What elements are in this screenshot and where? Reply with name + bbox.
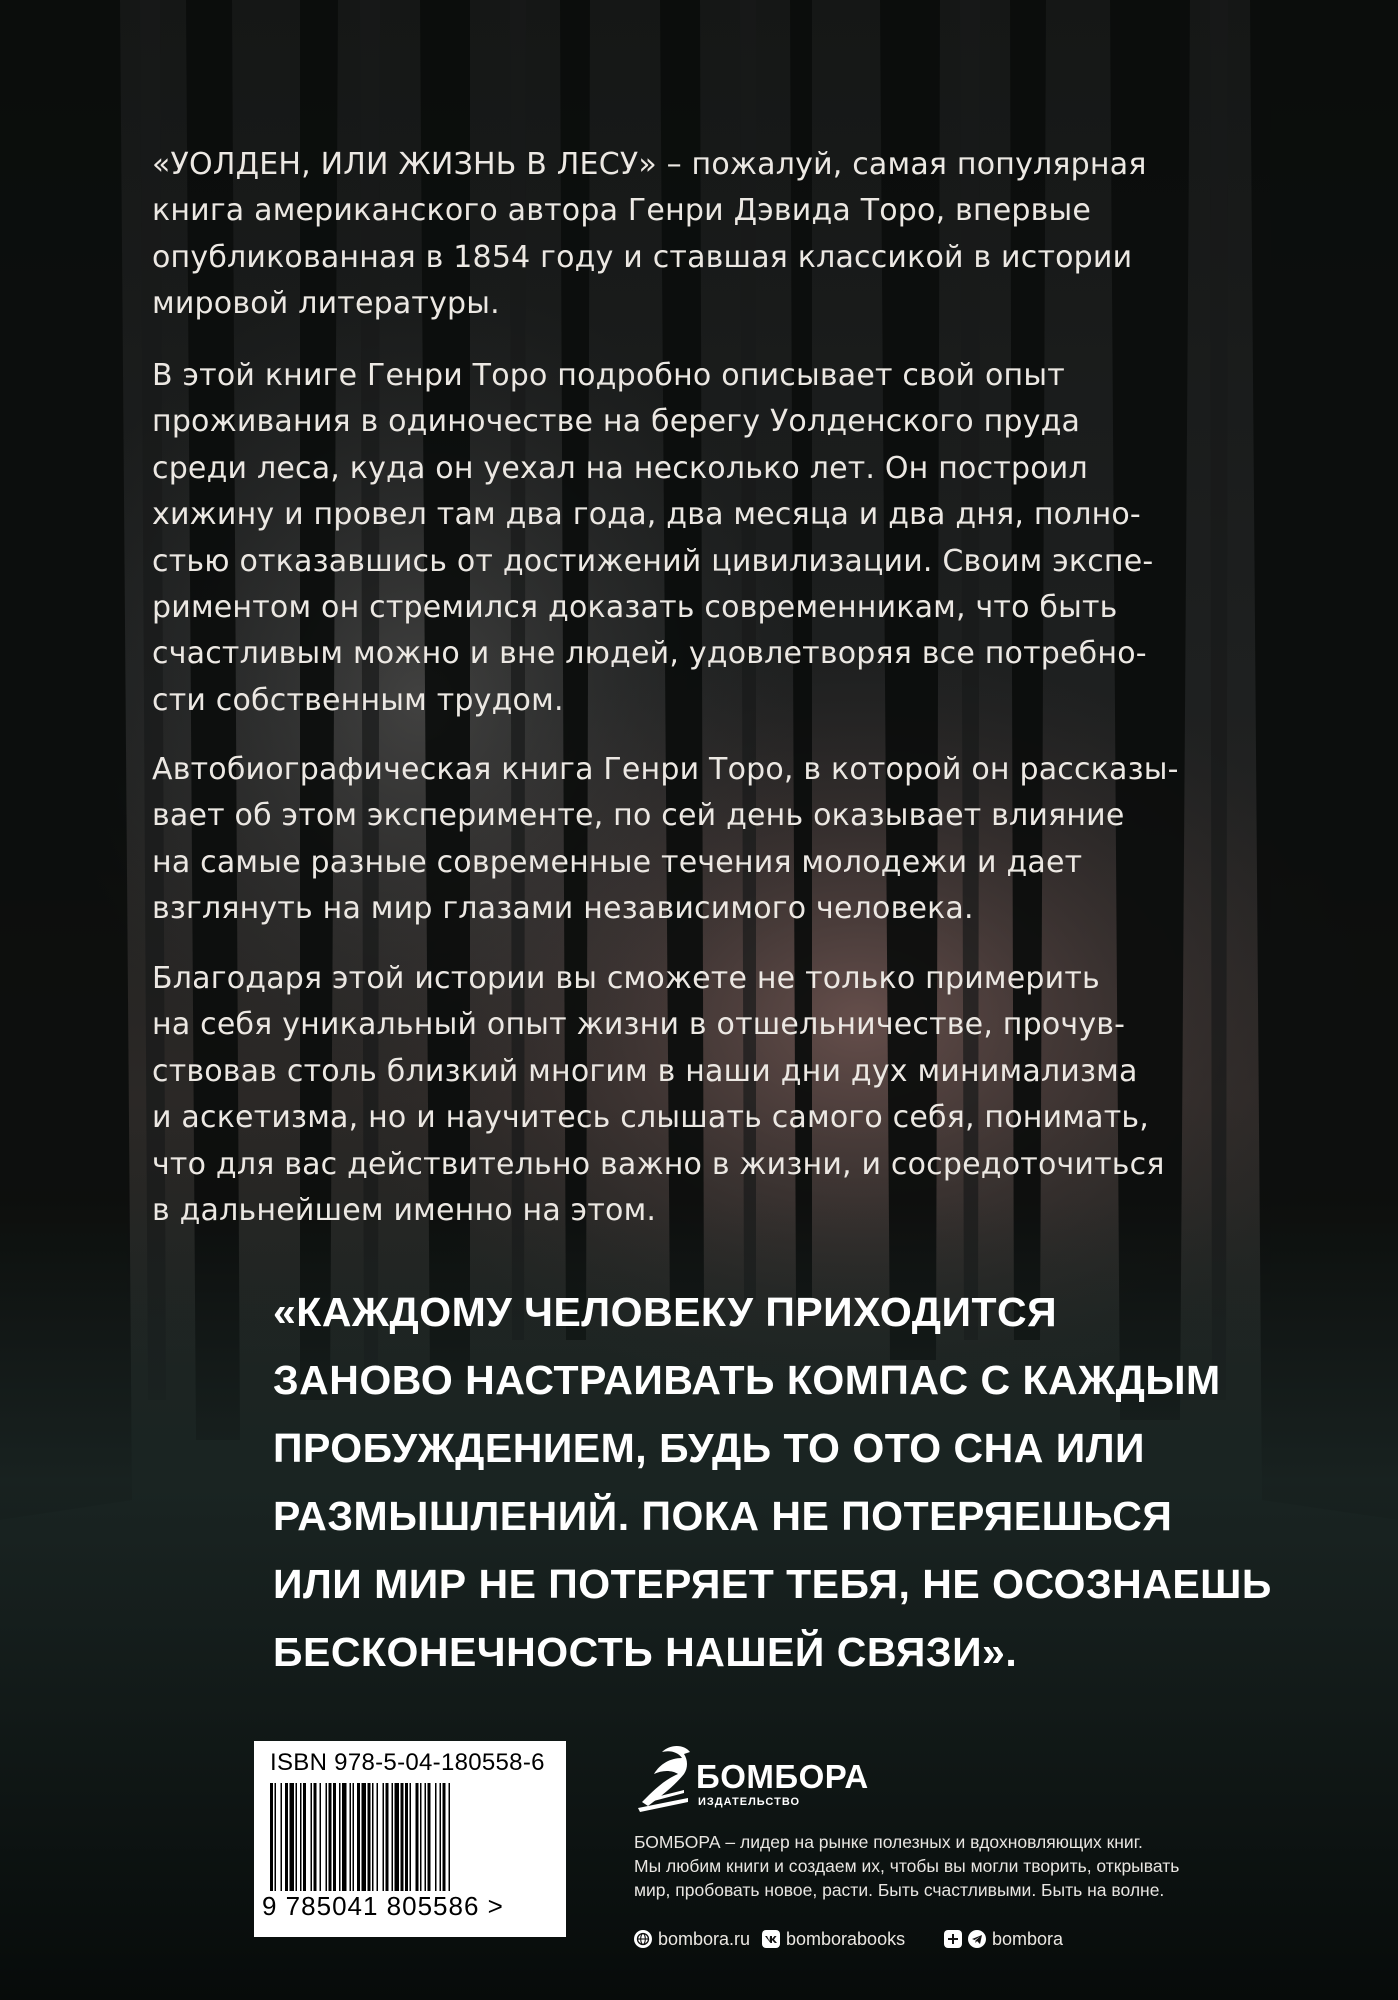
text-line: проживания в одиночестве на берегу Уолденского пруда bbox=[152, 404, 1081, 440]
plus-icon bbox=[944, 1930, 962, 1948]
text-line: сти собственным трудом. bbox=[152, 682, 564, 718]
text-line: мир, пробовать новое, расти. Быть счастливыми. Быть на волне. bbox=[634, 1880, 1165, 1900]
text-line: что для вас действительно важно в жизни, и сосредоточиться bbox=[152, 1146, 1165, 1182]
quote-line: РАЗМЫШЛЕНИЙ. ПОКА НЕ ПОТЕРЯЕШЬСЯ bbox=[273, 1493, 1173, 1539]
text-line: счастливым можно и вне людей, удовлетворяя все потребно- bbox=[152, 636, 1147, 672]
website-label: bombora.ru bbox=[658, 1928, 751, 1949]
social-links bbox=[634, 1926, 1234, 1952]
vk-label: bomborabooks bbox=[786, 1928, 906, 1949]
text-line: ствовав столь близкий многим в наши дни дух минимализма bbox=[152, 1053, 1138, 1089]
text-line: среди леса, куда он уехал на несколько лет. Он построил bbox=[152, 450, 1088, 486]
social-link-telegram[interactable] bbox=[944, 1926, 1063, 1952]
publisher-description bbox=[634, 1830, 1234, 1902]
text-line: взглянуть на мир глазами независимого человека. bbox=[152, 891, 974, 927]
text-line: Автобиографическая книга Генри Торо, в которой он рассказы- bbox=[152, 752, 1179, 787]
description-paragraph-4 bbox=[152, 956, 1252, 1234]
text-line: мировой литературы. bbox=[152, 286, 500, 322]
quote-line: «КАЖДОМУ ЧЕЛОВЕКУ ПРИХОДИТСЯ bbox=[273, 1289, 1058, 1335]
social-link-vk[interactable] bbox=[762, 1926, 905, 1952]
text-line: Благодаря этой истории вы сможете не только примерить bbox=[152, 961, 1100, 996]
quote-line: ИЛИ МИР НЕ ПОТЕРЯЕТ ТЕБЯ, НЕ ОСОЗНАЕШЬ bbox=[273, 1561, 1272, 1607]
barcode-bars bbox=[268, 1783, 552, 1891]
bombora-logo-icon bbox=[634, 1740, 692, 1812]
text-line: Мы любим книги и создаем их, чтобы вы могли творить, открывать bbox=[634, 1856, 1180, 1876]
text-line: и аскетизма, но и научитесь слышать самого себя, понимать, bbox=[152, 1100, 1150, 1136]
text-line: В этой книге Генри Торо подробно описывает свой опыт bbox=[152, 358, 1065, 393]
barcode-digits: 9 785041 805586 > bbox=[262, 1891, 504, 1921]
text-line: хижину и провел там два года, два месяца и два дня, полно- bbox=[152, 497, 1141, 533]
text-line: «УОЛДЕН, ИЛИ ЖИЗНЬ В ЛЕСУ» – пожалуй, самая популярная bbox=[152, 147, 1147, 182]
isbn-label: ISBN 978-5-04-180558-6 bbox=[270, 1749, 545, 1776]
quote-line: ЗАНОВО НАСТРАИВАТЬ КОМПАС С КАЖДЫМ bbox=[273, 1357, 1221, 1403]
quote-line: БЕСКОНЕЧНОСТЬ НАШЕЙ СВЯЗИ». bbox=[273, 1629, 1018, 1675]
telegram-label: bombora bbox=[992, 1928, 1064, 1949]
social-link-website[interactable] bbox=[634, 1926, 750, 1952]
telegram-icon bbox=[968, 1930, 986, 1948]
isbn-barcode bbox=[254, 1741, 566, 1937]
quote-line: ПРОБУЖДЕНИЕМ, БУДЬ ТО ОТО СНА ИЛИ bbox=[273, 1425, 1145, 1471]
description-paragraph-2 bbox=[152, 353, 1252, 724]
publisher-subtitle: ИЗДАТЕЛЬСТВО bbox=[698, 1796, 801, 1808]
text-line: на самые разные современные течения молодежи и дает bbox=[152, 844, 1083, 880]
pull-quote bbox=[273, 1278, 1273, 1686]
text-line: БОМБОРА – лидер на рынке полезных и вдохновляющих книг. bbox=[634, 1832, 1143, 1852]
description-paragraph-3 bbox=[152, 747, 1252, 933]
publisher-name: БОМБОРА bbox=[696, 1758, 869, 1795]
publisher-block bbox=[634, 1740, 1234, 1960]
text-line: в дальнейшем именно на этом. bbox=[152, 1193, 657, 1229]
text-line: вает об этом эксперименте, по сей день оказывает влияние bbox=[152, 798, 1125, 834]
text-line: на себя уникальный опыт жизни в отшельничестве, прочув- bbox=[152, 1007, 1126, 1043]
description-paragraph-1 bbox=[152, 142, 1252, 328]
vk-icon bbox=[762, 1930, 780, 1948]
globe-icon bbox=[634, 1930, 652, 1948]
text-line: стью отказавшись от достижений цивилизации. Своим экспе- bbox=[152, 543, 1154, 579]
text-line: опубликованная в 1854 году и ставшая классикой в истории bbox=[152, 239, 1133, 275]
text-line: книга американского автора Генри Дэвида Торо, впервые bbox=[152, 193, 1092, 229]
text-line: риментом он стремился доказать современникам, что быть bbox=[152, 590, 1118, 626]
